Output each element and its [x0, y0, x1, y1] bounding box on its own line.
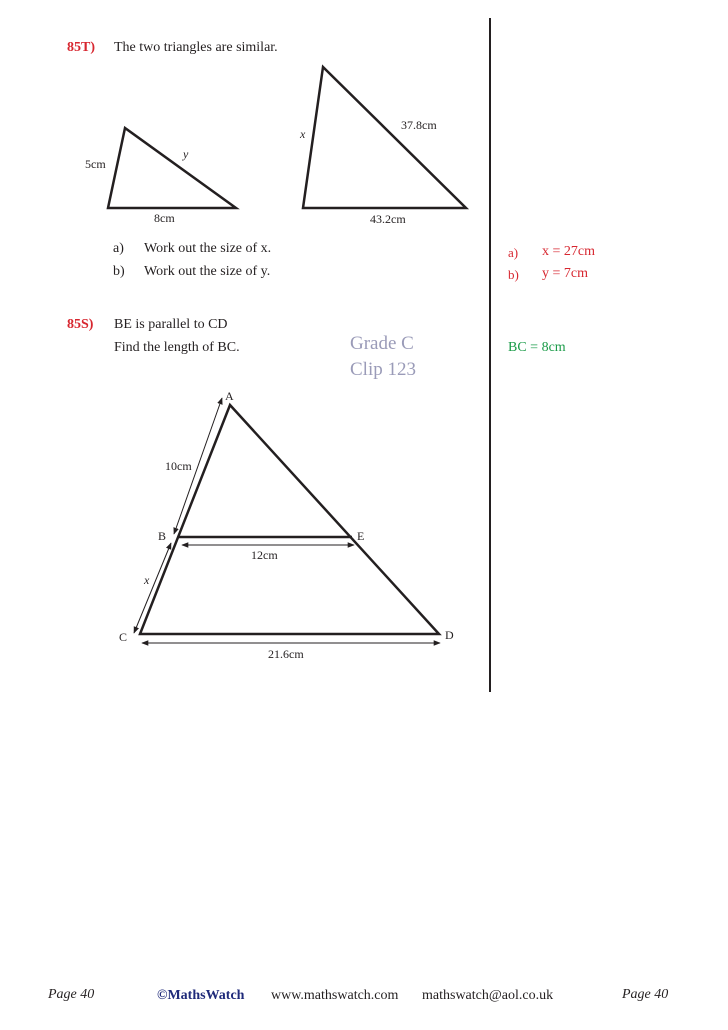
footer-email[interactable]: mathswatch@aol.co.uk — [422, 988, 554, 1003]
footer-website[interactable]: www.mathswatch.com — [271, 988, 399, 1003]
bc-length-label: x — [144, 573, 150, 587]
small-triangle-left-label: 5cm — [85, 157, 106, 171]
vertex-d-label: D — [445, 628, 454, 642]
small-triangle-base-label: 8cm — [154, 211, 175, 225]
vertex-c-label: C — [119, 630, 128, 644]
question-number-85s: 85S) — [67, 317, 94, 332]
part-b-letter: b) — [113, 264, 125, 279]
part-a-text: Work out the size of x. — [144, 241, 272, 256]
cd-length-label: 21.6cm — [268, 647, 304, 661]
vertex-a-label: A — [225, 389, 234, 403]
part-b-text: Work out the size of y. — [144, 264, 271, 279]
footer-page-right: Page 40 — [622, 987, 669, 1002]
clip-link[interactable]: Clip 123 — [350, 359, 416, 380]
small-triangle-hyp-label: y — [183, 147, 189, 161]
question-prompt-85t: The two triangles are similar. — [114, 40, 278, 55]
part-a-letter: a) — [113, 241, 124, 256]
triangle-acd — [140, 405, 439, 634]
vertex-b-label: B — [158, 529, 167, 543]
answer-a-text: x = 27cm — [542, 244, 595, 259]
question-line-1-85s: BE is parallel to CD — [114, 317, 228, 332]
footer-brand: ©MathsWatch — [157, 988, 245, 1003]
grade-label: Grade C — [350, 333, 414, 354]
question-line-2-85s: Find the length of BC. — [114, 340, 240, 355]
vertex-e-label: E — [357, 529, 365, 543]
large-triangle-left-label: x — [300, 127, 306, 141]
answer-a-letter: a) — [508, 245, 519, 260]
question-number-85t: 85T) — [67, 40, 95, 55]
large-triangle-base-label: 43.2cm — [370, 212, 406, 226]
large-triangle-hyp-label: 37.8cm — [401, 118, 437, 132]
answer-bc: BC = 8cm — [508, 340, 566, 355]
footer-page-left: Page 40 — [48, 987, 95, 1002]
answer-b-letter: b) — [508, 267, 519, 282]
ab-length-label: 10cm — [165, 459, 192, 473]
be-length-label: 12cm — [251, 548, 278, 562]
answer-b-text: y = 7cm — [542, 266, 588, 281]
arrow-bc — [134, 543, 171, 633]
